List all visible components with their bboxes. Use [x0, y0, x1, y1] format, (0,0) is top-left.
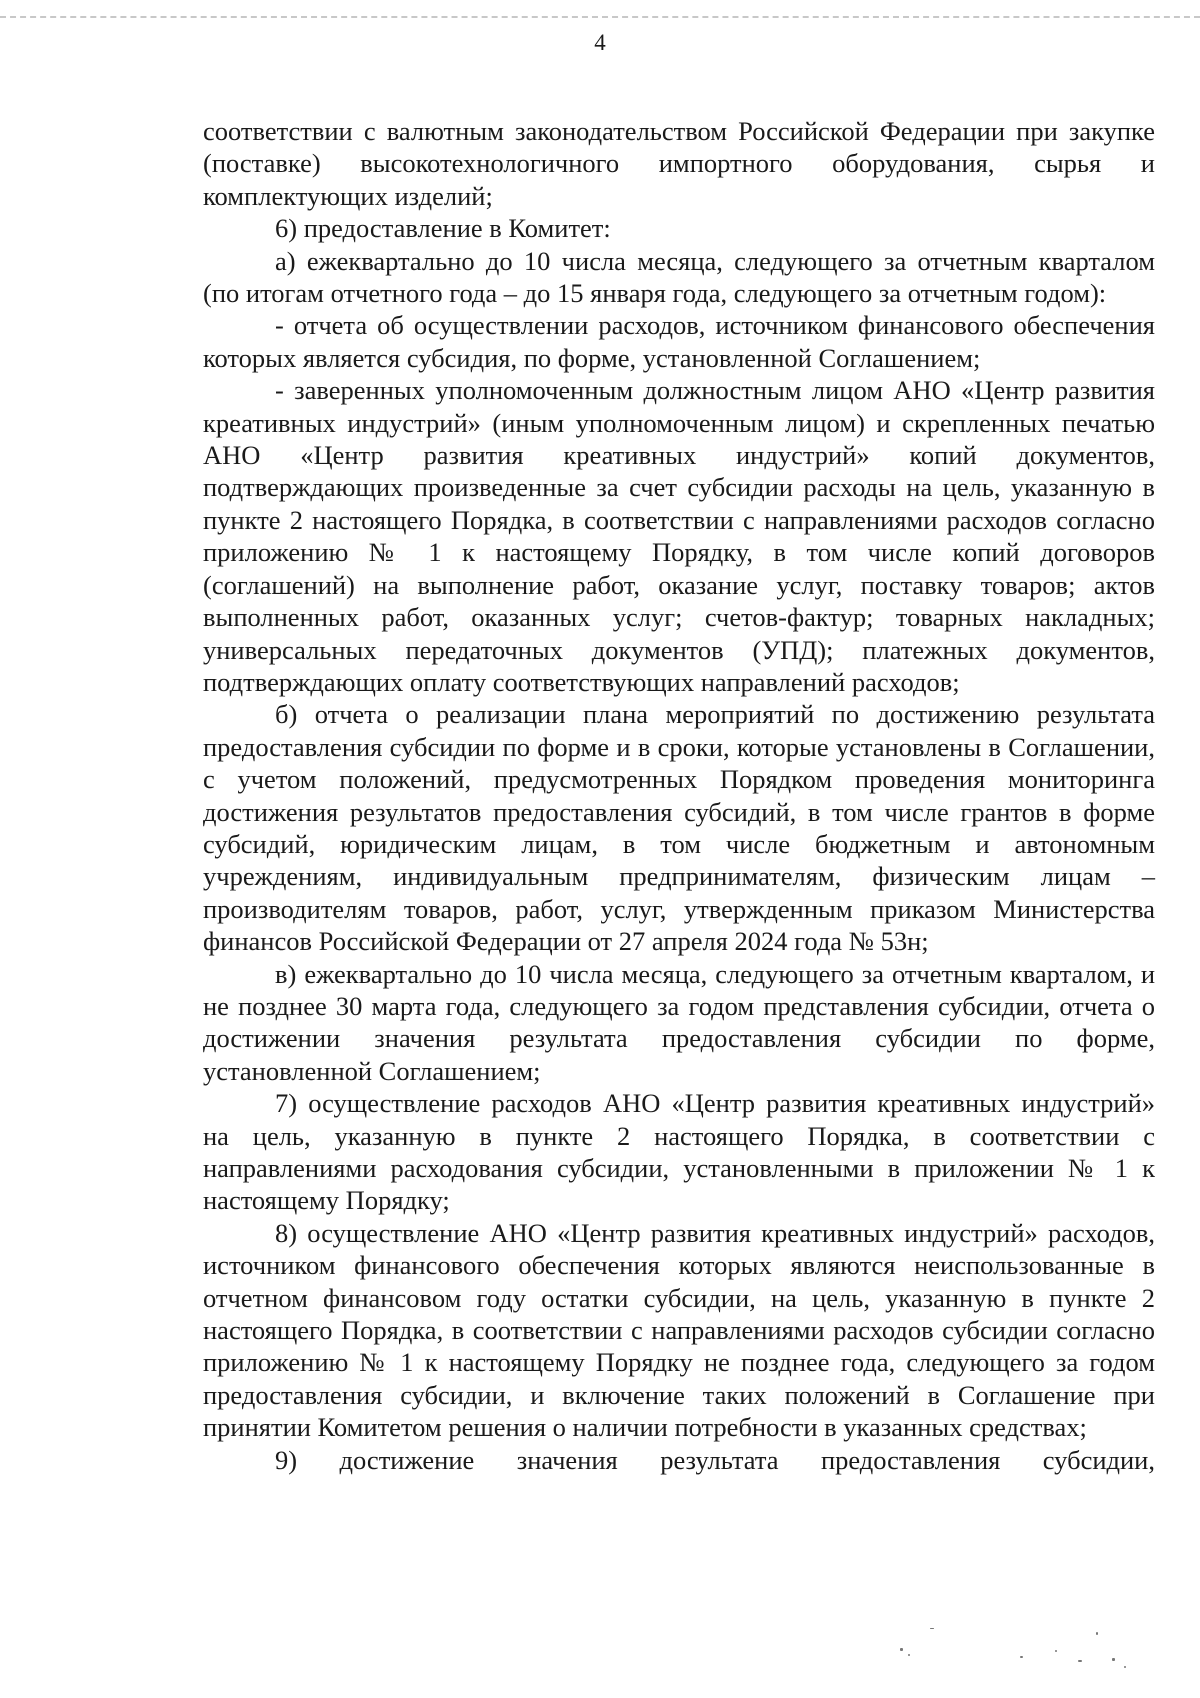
scan-top-edge: [0, 16, 1200, 20]
paragraph-item-8: 8) осуществление АНО «Центр развития креативных индустрий» расходов, источником финансового обеспечения которых являются неиспользованные в отчетном финансовом году остатки субсидии, на цель, указанную в пункте 2 настоящего Порядка, в соответствии с направлениями расходов субсидии согласно приложению № 1 к настоящему Порядку не позднее года, следующего за годом предоставления субсидии, и включение таких положений в Соглашение при принятии Комитетом решения о наличии потребности в указанных средствах;: [203, 1217, 1155, 1443]
body-text: [203, 115, 1155, 1476]
page-number: 4: [594, 30, 606, 55]
paragraph-item-7: 7) осуществление расходов АНО «Центр развития креативных индустрий» на цель, указанную в пункте 2 настоящего Порядка, в соответствии с направлениями расходования субсидии, установленными в приложении № 1 к настоящему Порядку;: [203, 1088, 1155, 1216]
paragraph-item-6: 6) предоставление в Комитет:: [275, 213, 611, 244]
paragraph-subitem-b: б) отчета о реализации плана мероприятий по достижению результата предоставления субсидии по форме и в сроки, которые установлены в Соглашении, с учетом положений, предусмотренных Порядком проведения мониторинга достижения результатов предоставления субсидий, в том числе грантов в форме субсидий, юридическим лицам, в том числе бюджетным и автономным учреждениям, индивидуальным предпринимателям, физическим лицам – производителям товаров, работ, услуг, утвержденным приказом Министерства финансов Российской Федерации от 27 апреля 2024 года № 53н;: [203, 699, 1155, 957]
paragraph-continuation: соответствии с валютным законодательством Российской Федерации при закупке (поставке) высокотехнологичного импортного оборудования, сырья и комплектующих изделий;: [203, 116, 1155, 211]
paragraph-subitem-a: а) ежеквартально до 10 числа месяца, следующего за отчетным кварталом (по итогам отчетного года – до 15 января года, следующего за отчетным годом):: [203, 245, 1155, 309]
paragraph-item-9: 9) достижение значения результата предоставления субсидии,: [275, 1444, 1155, 1475]
paragraph-dash-copies: - заверенных уполномоченным должностным лицом АНО «Центр развития креативных индустрий» (иным уполномоченным лицом) и скрепленных печатью АНО «Центр развития креативных индустрий» копий документов, подтверждающих произведенные за счет субсидии расходы на цель, указанную в пункте 2 настоящего Порядка, в соответствии с направлениями расходов согласно приложению № 1 к настоящему Порядку, в том числе копий договоров (соглашений) на выполнение работ, оказание услуг, поставку товаров; актов выполненных работ, оказанных услуг; счетов-фактур; товарных накладных; универсальных передаточных документов (УПД); платежных документов, подтверждающих оплату соответствующих направлений расходов;: [203, 375, 1155, 697]
scan-specks: [900, 1620, 1140, 1670]
paragraph-dash-report: - отчета об осуществлении расходов, источником финансового обеспечения которых является субсидия, по форме, установленной Соглашением;: [203, 310, 1155, 373]
paragraph-subitem-v: в) ежеквартально до 10 числа месяца, следующего за отчетным кварталом, и не позднее 30 марта года, следующего за годом представления субсидии, отчета о достижении значения результата предоставления субсидии по форме, установленной Соглашением;: [203, 958, 1155, 1086]
